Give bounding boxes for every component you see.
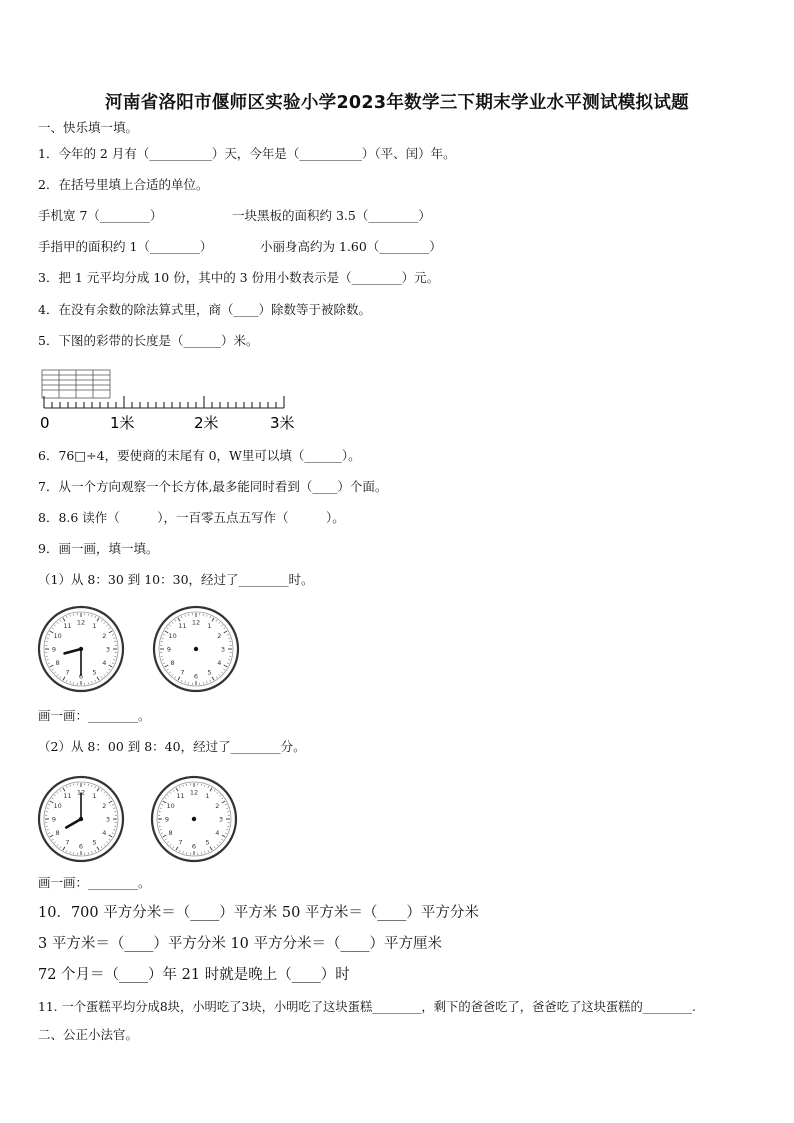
clock-number: 8	[170, 658, 175, 667]
clock-number: 8	[55, 658, 60, 667]
question-9: 9．画一画，填一填。	[38, 541, 159, 556]
clock-number: 1	[92, 621, 97, 630]
clock-center-dot	[194, 647, 198, 651]
clock-number: 11	[63, 791, 72, 800]
question-2-item-c: 手指甲的面积约 1（________）	[38, 239, 213, 254]
clock-number: 6	[78, 842, 84, 851]
question-2-item-a: 手机宽 7（________）	[38, 208, 163, 223]
clock-number: 9	[51, 815, 57, 824]
question-9-part-2: （2）从 8：00 到 8：40，经过了________分。	[38, 739, 306, 754]
clock-start-1	[36, 604, 126, 694]
clock-number: 4	[215, 828, 220, 837]
question-10-line-3: 72 个月＝（____）年 21 时就是晚上（____）时	[38, 967, 350, 983]
question-9-part-1: （1）从 8：30 到 10：30，经过了________时。	[38, 572, 314, 587]
clock-number: 7	[180, 668, 185, 677]
clock-number: 7	[65, 838, 70, 847]
clock-number: 12	[189, 788, 199, 797]
ribbon-ruler-figure	[38, 366, 308, 436]
clock-number: 3	[218, 815, 224, 824]
clock-number: 10	[53, 801, 62, 810]
clock-number: 9	[164, 815, 170, 824]
clock-number: 6	[191, 842, 197, 851]
clock-number: 9	[166, 645, 172, 654]
clock-number: 2	[215, 801, 220, 810]
clock-number: 8	[55, 828, 60, 837]
clock-center-dot	[192, 817, 196, 821]
clock-center-dot	[79, 817, 83, 821]
question-5: 5．下图的彩带的长度是（______）米。	[38, 333, 259, 348]
clock-number: 1	[207, 621, 212, 630]
clock-number: 6	[78, 672, 84, 681]
ruler-label-1m: 1米	[110, 414, 135, 432]
question-10-line-2: 3 平方米＝（____）平方分米 10 平方分米＝（____）平方厘米	[38, 936, 443, 952]
clock-number: 6	[193, 672, 199, 681]
clock-number: 10	[168, 631, 177, 640]
clock-number: 7	[178, 838, 183, 847]
clock-number: 5	[207, 668, 212, 677]
clock-number: 10	[166, 801, 175, 810]
question-2-item-b: 一块黑板的面积约 3.5（________）	[232, 208, 431, 223]
clock-start-2	[36, 774, 126, 864]
draw-line-2: 画一画：________。	[38, 875, 151, 890]
question-6: 6．76□÷4，要使商的末尾有 0，W里可以填（______）。	[38, 448, 361, 463]
clock-number: 12	[76, 788, 86, 797]
clock-number: 12	[191, 618, 201, 627]
ruler-label-0: 0	[40, 414, 50, 432]
question-3: 3．把 1 元平均分成 10 份，其中的 3 份用小数表示是（________）元。	[38, 270, 440, 285]
ruler-label-2m: 2米	[194, 414, 219, 432]
clock-number: 7	[65, 668, 70, 677]
clock-number: 5	[92, 668, 97, 677]
question-10-line-1: 10．700 平方分米＝（____）平方米 50 平方米＝（____）平方分米	[38, 905, 479, 921]
clock-number: 2	[102, 801, 107, 810]
question-1: 1．今年的 2 月有（__________）天，今年是（__________）（平、闰）年。	[38, 146, 456, 161]
section-heading-2: 二、公正小法官。	[38, 1027, 139, 1042]
clock-number: 5	[92, 838, 97, 847]
question-2: 2．在括号里填上合适的单位。	[38, 177, 209, 192]
question-8: 8．8.6 读作（ ），一百零五点五写作（ ）。	[38, 510, 345, 525]
clock-number: 4	[102, 658, 107, 667]
section-heading-1: 一、快乐填一填。	[38, 120, 139, 135]
clock-number: 2	[217, 631, 222, 640]
draw-line-1: 画一画：________。	[38, 708, 151, 723]
clock-number: 9	[51, 645, 57, 654]
clock-number: 3	[220, 645, 226, 654]
ribbon	[42, 370, 110, 398]
clock-blank-2	[149, 774, 239, 864]
clock-number: 4	[217, 658, 222, 667]
ruler-label-3m: 3米	[270, 414, 295, 432]
clock-number: 1	[205, 791, 210, 800]
clock-number: 11	[178, 621, 187, 630]
clock-number: 10	[53, 631, 62, 640]
clock-number: 11	[176, 791, 185, 800]
clock-number: 3	[105, 815, 111, 824]
clock-blank-1	[151, 604, 241, 694]
clock-number: 3	[105, 645, 111, 654]
question-11: 11. 一个蛋糕平均分成8块，小明吃了3块，小明吃了这块蛋糕________，剩下的爸爸吃了，爸爸吃了这块蛋糕的________.	[38, 1000, 696, 1014]
clock-number: 4	[102, 828, 107, 837]
page-title: 河南省洛阳市偃师区实验小学2023年数学三下期末学业水平测试模拟试题	[105, 93, 689, 113]
question-7: 7．从一个方向观察一个长方体,最多能同时看到（____）个面。	[38, 479, 388, 494]
question-4: 4．在没有余数的除法算式里，商（____）除数等于被除数。	[38, 302, 371, 317]
clock-number: 11	[63, 621, 72, 630]
clock-number: 2	[102, 631, 107, 640]
clock-number: 12	[76, 618, 86, 627]
clock-number: 8	[168, 828, 173, 837]
question-2-item-d: 小丽身高约为 1.60（________）	[260, 239, 442, 254]
clock-number: 1	[92, 791, 97, 800]
clock-center-dot	[79, 647, 83, 651]
clock-number: 5	[205, 838, 210, 847]
